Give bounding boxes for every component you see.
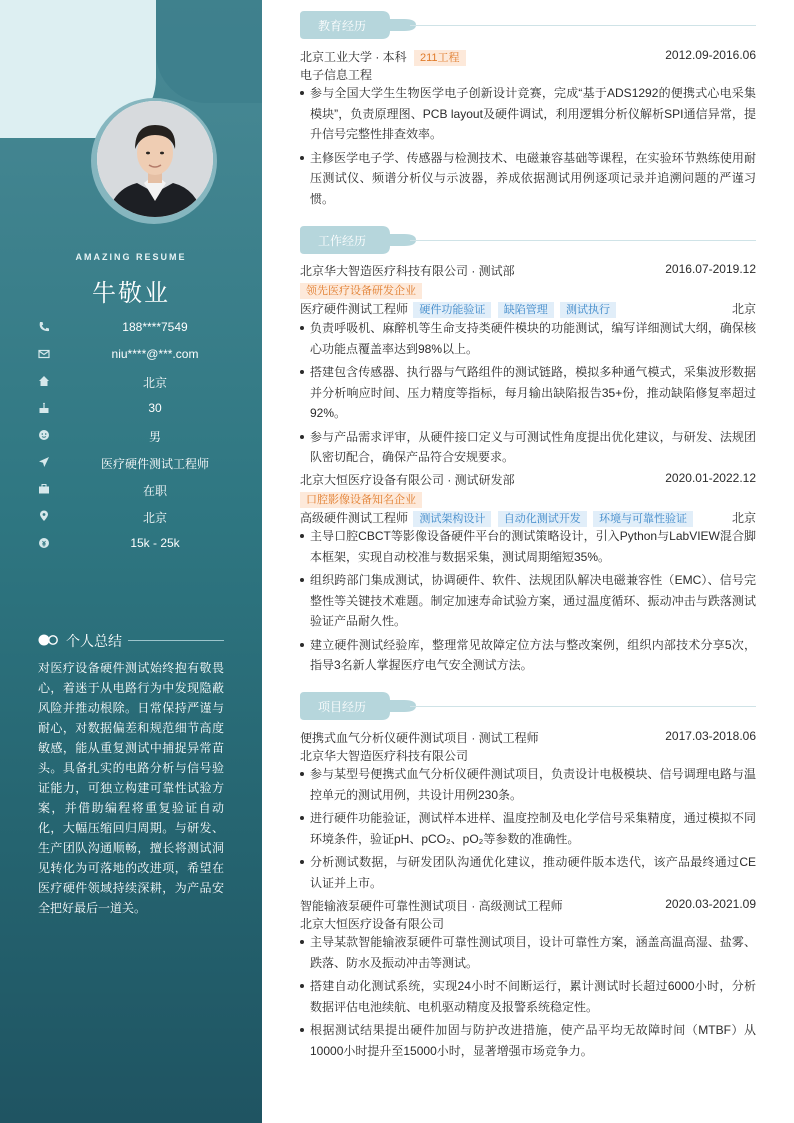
project-header-row — [300, 897, 756, 914]
list-item: 分析测试数据，与研发团队沟通优化建议，推动硬件版本迭代，该产品最终通过CE认证并上市。 — [300, 852, 756, 893]
job-bullets — [300, 318, 756, 471]
info-phone — [0, 318, 262, 338]
education-bullets — [300, 83, 756, 212]
job-date: 2020.01-2022.12 — [665, 471, 756, 485]
info-status — [0, 480, 262, 500]
info-gender — [0, 426, 262, 446]
education-header-row — [300, 48, 756, 66]
job-city: 北京 — [731, 302, 756, 316]
skill-tag: 缺陷管理 — [498, 302, 554, 318]
list-item: 参与某型号便携式血气分析仪硬件测试项目，负责设计电极模块、信号调理电路与温控单元的测试用例，共设计用例230条。 — [300, 764, 756, 805]
education-title: 教育经历 — [318, 19, 367, 33]
project-company-row — [300, 747, 756, 764]
skill-tag: 测试执行 — [560, 302, 616, 318]
list-item: 负责呼吸机、麻醉机等生命支持类硬件模块的功能测试，编写详细测试大纲，确保核心功能点覆盖率达到98%以上。 — [300, 318, 756, 359]
list-item: 根据测试结果提出硬件加固与防护改进措施，使产品平均无故障时间（MTBF）从10000小时提升至15000小时，显著增强市场竞争力。 — [300, 1020, 756, 1061]
company-name: 北京大恒医疗设备有限公司 · 测试研发部 — [300, 473, 515, 487]
project-date: 2020.03-2021.09 — [665, 897, 756, 911]
list-item: 搭建包含传感器、执行器与气路组件的测试链路，模拟多种通气模式，采集波形数据并分析响应时间、压力精度等指标，每月输出缺陷报告35+份，推动缺陷修复率超过92%。 — [300, 362, 756, 424]
list-item: 主导某款智能输液泵硬件可靠性测试项目，设计可靠性方案，涵盖高温高湿、盐雾、跌落、防水及振动冲击等测试。 — [300, 932, 756, 973]
project-name: 便携式血气分析仪硬件测试项目 · 测试工程师 — [300, 731, 539, 745]
skill-tag: 测试架构设计 — [413, 511, 491, 527]
salary-text: 15k - 25k — [130, 536, 180, 550]
skill-tags — [413, 511, 693, 525]
status-text: 在职 — [142, 484, 167, 498]
age-text: 30 — [148, 401, 162, 415]
phone-text: 188****7549 — [122, 320, 188, 334]
work-title: 工作经历 — [318, 234, 367, 248]
divider — [128, 640, 224, 641]
decorative-shape — [156, 0, 262, 103]
projects-section-header — [300, 692, 756, 720]
avatar-photo — [97, 101, 213, 217]
divider — [410, 240, 756, 241]
job-city: 北京 — [731, 511, 756, 525]
project-bullets — [300, 932, 756, 1064]
info-home — [0, 372, 262, 392]
list-item: 组织跨部门集成测试，协调硬件、软件、法规团队解决电磁兼容性（EMC）、信号完整性等关键技术难题。制定加速寿命试验方案，通过温度循环、振动冲击与跌落测试验证产品耐久性。 — [300, 570, 756, 632]
list-item: 建立硬件测试经验库，整理常见故障定位方法与整改案例，组织内部技术分享5次，指导3名新人掌握医疗电气安全测试方法。 — [300, 635, 756, 676]
school-tag: 211工程 — [414, 50, 466, 66]
info-target-position — [0, 453, 262, 473]
summary-text: 对医疗设备硬件测试始终抱有敬畏心，着迷于从电路行为中发现隐蔽风险并推动根除。日常保持严谨与耐心，对数据偏差和规范细节高度敏感，能从重复测试中捕捉异常苗头。具备扎实的电路分析与信号验证能力，可独立构建可靠性试验方案，并借助编程将重复验证自动化，大幅压缩回归周期。与研发、生产团队沟通顺畅，擅长将测试洞见转化为可落地的改进项，希望在医疗硬件领域持续深耕，为产品安全把好最后一道关。 — [38, 661, 224, 915]
info-salary — [0, 534, 262, 554]
projects-title: 项目经历 — [318, 700, 367, 714]
work-section-header — [300, 226, 756, 254]
divider — [410, 706, 756, 707]
project-company: 北京大恒医疗设备有限公司 — [300, 917, 445, 931]
summary-header — [38, 630, 224, 650]
list-item: 参与全国大学生生物医学电子创新设计竞赛，完成“基于ADS1292的便携式心电采集模块”，负责原理图、PCB layout及硬件调试，利用逻辑分析仪解析SPI通信异常，提升信号完整性排查效率。 — [300, 83, 756, 145]
candidate-name: 牛敬业 — [92, 280, 170, 307]
list-item: 搭建自动化测试系统，实现24小时不间断运行，累计测试时长超过6000小时，分析数据评估电池续航、电机驱动精度及报警系统稳定性。 — [300, 976, 756, 1017]
job-date: 2016.07-2019.12 — [665, 262, 756, 276]
school-name: 北京工业大学 · 本科 — [300, 50, 407, 64]
location-text: 北京 — [142, 511, 167, 525]
job-header-row — [300, 262, 756, 279]
company-tag: 领先医疗设备研发企业 — [300, 283, 422, 299]
info-age — [0, 399, 262, 419]
sidebar — [0, 0, 262, 1123]
section-dots-icon — [38, 634, 60, 646]
company-name: 北京华大智造医疗科技有限公司 · 测试部 — [300, 264, 515, 278]
education-date: 2012.09-2016.06 — [665, 48, 756, 62]
education-major-row — [300, 66, 756, 83]
info-location — [0, 507, 262, 527]
home-text: 北京 — [142, 376, 167, 390]
project-bullets — [300, 764, 756, 896]
list-item: 参与产品需求评审，从硬件接口定义与可测试性角度提出优化建议，与研发、法规团队密切配合，确保产品符合安规要求。 — [300, 427, 756, 468]
project-company-row — [300, 915, 756, 932]
position-title: 高级硬件测试工程师 — [300, 511, 409, 525]
email-text: niu****@***.com — [111, 347, 199, 361]
project-date: 2017.03-2018.06 — [665, 729, 756, 743]
skill-tags — [413, 302, 616, 316]
avatar — [97, 101, 213, 217]
divider — [410, 25, 756, 26]
position-row — [300, 300, 756, 318]
job-bullets — [300, 526, 756, 679]
project-company: 北京华大智造医疗科技有限公司 — [300, 749, 469, 763]
project-name: 智能输液泵硬件可靠性测试项目 · 高级测试工程师 — [300, 899, 563, 913]
education-section-header — [300, 11, 756, 39]
company-tag-row — [300, 492, 756, 508]
company-tag: 口腔影像设备知名企业 — [300, 492, 422, 508]
project-header-row — [300, 729, 756, 746]
gender-text: 男 — [148, 430, 161, 444]
skill-tag: 环境与可靠性验证 — [593, 511, 693, 527]
info-email — [0, 345, 262, 365]
skill-tag: 硬件功能验证 — [413, 302, 491, 318]
job-header-row — [300, 471, 756, 488]
major: 电子信息工程 — [300, 68, 373, 82]
position-row — [300, 509, 756, 527]
resume-subtitle: AMAZING RESUME — [75, 252, 187, 262]
position-title: 医疗硬件测试工程师 — [300, 302, 409, 316]
skill-tag: 自动化测试开发 — [498, 511, 587, 527]
list-item: 进行硬件功能验证，测试样本进样、温度控制及电化学信号采集精度，通过模拟不同环境条件，验证pH、pCO₂、pO₂等参数的准确性。 — [300, 808, 756, 849]
summary-title: 个人总结 — [66, 633, 122, 649]
target-position-text: 医疗硬件测试工程师 — [100, 457, 209, 471]
list-item: 主修医学电子学、传感器与检测技术、电磁兼容基础等课程，在实验环节熟练使用耐压测试仪、频谱分析仪与示波器，养成依据测试用例逐项记录并追溯问题的严谨习惯。 — [300, 148, 756, 210]
company-tag-row — [300, 283, 756, 299]
list-item: 主导口腔CBCT等影像设备硬件平台的测试策略设计，引入Python与LabVIEW混合脚本框架，实现自动校准与数据采集，测试周期缩短35%。 — [300, 526, 756, 567]
